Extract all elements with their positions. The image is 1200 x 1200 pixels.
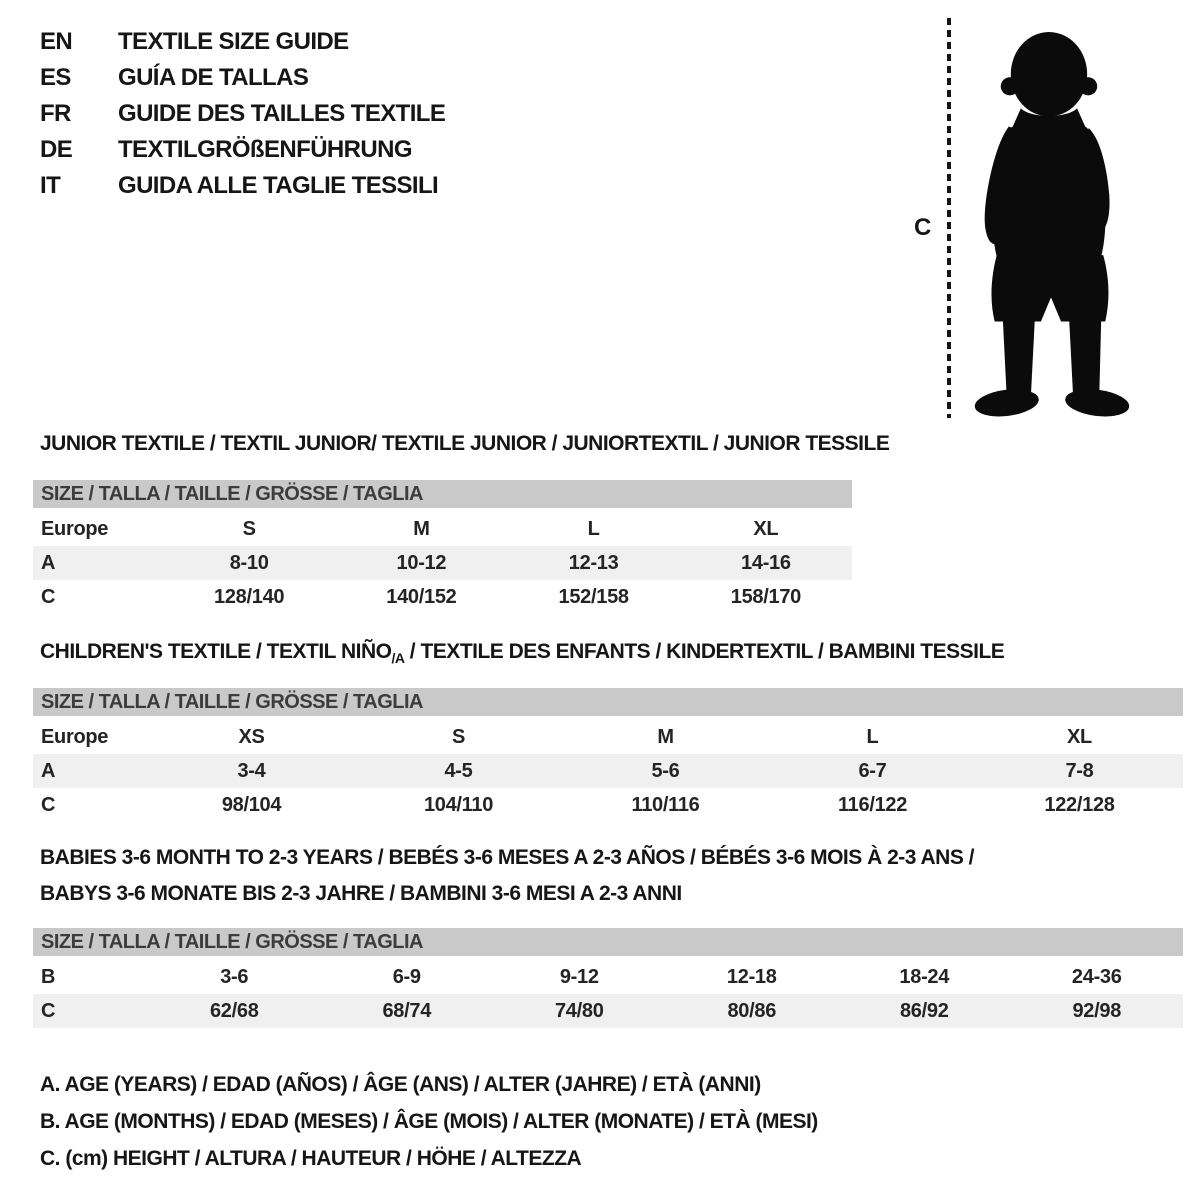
babies-table-row-height [33, 994, 1183, 1028]
legend-line-height-cm: C. (cm) HEIGHT / ALTURA / HAUTEUR / HÖHE / ALTEZZA [40, 1147, 582, 1170]
table-cell: 116/122 [837, 794, 908, 816]
size-column-header: M [657, 726, 674, 748]
table-cell: 6-7 [858, 760, 887, 782]
table-cell: 12-18 [726, 966, 777, 988]
table-cell: 68/74 [382, 1000, 432, 1022]
size-column-header: M [413, 518, 430, 540]
junior-size-table [33, 480, 852, 614]
table-cell: 6-9 [392, 966, 421, 988]
table-cell: 14-16 [741, 552, 791, 574]
size-column-header: S [451, 726, 466, 748]
junior-table-header-row [33, 512, 852, 546]
table-cell: 18-24 [899, 966, 950, 988]
table-cell: 7-8 [1065, 760, 1094, 782]
language-title-list [40, 24, 445, 204]
table-cell: 158/170 [730, 586, 801, 608]
children-table-row-age [33, 754, 1183, 788]
size-column-header: XS [238, 726, 265, 748]
table-cell: 140/152 [386, 586, 457, 608]
legend-line-age-years: A. AGE (YEARS) / EDAD (AÑOS) / ÂGE (ANS) / ALTER (JAHRE) / ETÀ (ANNI) [40, 1073, 761, 1096]
babies-section-title-line2: BABYS 3-6 MONATE BIS 2-3 JAHRE / BAMBINI 3-6 MESI A 2-3 ANNI [40, 882, 682, 905]
children-table-row-height [33, 788, 1183, 822]
language-label: GUIDA ALLE TAGLIE TESSILI [118, 172, 439, 199]
language-label: TEXTILGRÖßENFÜHRUNG [118, 136, 412, 163]
language-code: EN [40, 28, 73, 55]
row-label: B [41, 966, 56, 988]
language-row-it [40, 168, 445, 204]
row-label: A [41, 552, 56, 574]
row-label: C [41, 1000, 56, 1022]
table-cell: 3-4 [237, 760, 266, 782]
table-cell: 80/86 [727, 1000, 777, 1022]
language-code: DE [40, 136, 73, 163]
language-row-fr [40, 96, 445, 132]
table-cell: 98/104 [221, 794, 282, 816]
children-size-table [33, 688, 1183, 822]
height-measure-label: C [914, 214, 932, 241]
language-code: ES [40, 64, 71, 91]
table-cell: 3-6 [220, 966, 249, 988]
size-column-header: L [866, 726, 879, 748]
junior-table-row-age [33, 546, 852, 580]
children-size-table-header-bar: SIZE / TALLA / TAILLE / GRÖSSE / TAGLIA [33, 688, 1183, 716]
toddler-silhouette-icon [964, 22, 1144, 424]
children-title-sub: /A [391, 650, 405, 667]
size-column-header: S [242, 518, 256, 540]
size-column-header: XL [753, 518, 779, 540]
language-code: IT [40, 172, 61, 199]
table-cell: 122/128 [1044, 794, 1115, 816]
table-cell: 4-5 [444, 760, 473, 782]
language-label: GUIDE DES TAILLES TEXTILE [118, 100, 446, 127]
table-cell: 5-6 [651, 760, 680, 782]
table-cell: 92/98 [1072, 1000, 1122, 1022]
table-cell: 86/92 [899, 1000, 949, 1022]
children-table-header-row [33, 720, 1183, 754]
language-row-en [40, 24, 445, 60]
table-cell: 128/140 [214, 586, 285, 608]
region-label: Europe [41, 518, 109, 540]
table-cell: 8-10 [229, 552, 269, 574]
table-cell: 24-36 [1071, 966, 1122, 988]
table-cell: 62/68 [209, 1000, 259, 1022]
language-code: FR [40, 100, 71, 127]
height-measure-figure [898, 12, 1168, 424]
table-cell: 152/158 [558, 586, 629, 608]
babies-section-title-line1: BABIES 3-6 MONTH TO 2-3 YEARS / BEBÉS 3-6 MESES A 2-3 AÑOS / BÉBÉS 3-6 MOIS À 2-3 ANS / [40, 846, 975, 869]
region-label: Europe [41, 726, 109, 748]
children-section-title [40, 640, 1004, 666]
junior-table-row-height [33, 580, 852, 614]
table-cell: 110/116 [631, 794, 700, 816]
babies-table-row-months [33, 960, 1183, 994]
table-cell: 74/80 [554, 1000, 604, 1022]
table-cell: 10-12 [396, 552, 447, 574]
babies-size-table-header-bar: SIZE / TALLA / TAILLE / GRÖSSE / TAGLIA [33, 928, 1183, 956]
children-title-post: / TEXTILE DES ENFANTS / KINDERTEXTIL / BAMBINI TESSILE [404, 640, 1005, 663]
table-cell: 12-13 [568, 552, 619, 574]
language-row-de [40, 132, 445, 168]
row-label: C [41, 586, 56, 608]
language-label: GUÍA DE TALLAS [118, 64, 309, 91]
legend-line-age-months: B. AGE (MONTHS) / EDAD (MESES) / ÂGE (MOIS) / ALTER (MONATE) / ETÀ (MESI) [40, 1110, 818, 1133]
children-title-pre: CHILDREN'S TEXTILE / TEXTIL NIÑO [40, 640, 392, 663]
junior-section-title: JUNIOR TEXTILE / TEXTIL JUNIOR/ TEXTILE JUNIOR / JUNIORTEXTIL / JUNIOR TESSILE [40, 432, 890, 455]
legend [40, 1066, 818, 1177]
table-cell: 9-12 [559, 966, 599, 988]
row-label: C [41, 794, 56, 816]
language-row-es [40, 60, 445, 96]
height-measure-dashed-line [947, 18, 951, 418]
language-label: TEXTILE SIZE GUIDE [118, 28, 349, 55]
table-cell: 104/110 [423, 794, 494, 816]
junior-size-table-header-bar: SIZE / TALLA / TAILLE / GRÖSSE / TAGLIA [33, 480, 852, 508]
size-column-header: L [587, 518, 600, 540]
babies-size-table [33, 928, 1183, 1028]
row-label: A [41, 760, 56, 782]
size-column-header: XL [1067, 726, 1092, 748]
